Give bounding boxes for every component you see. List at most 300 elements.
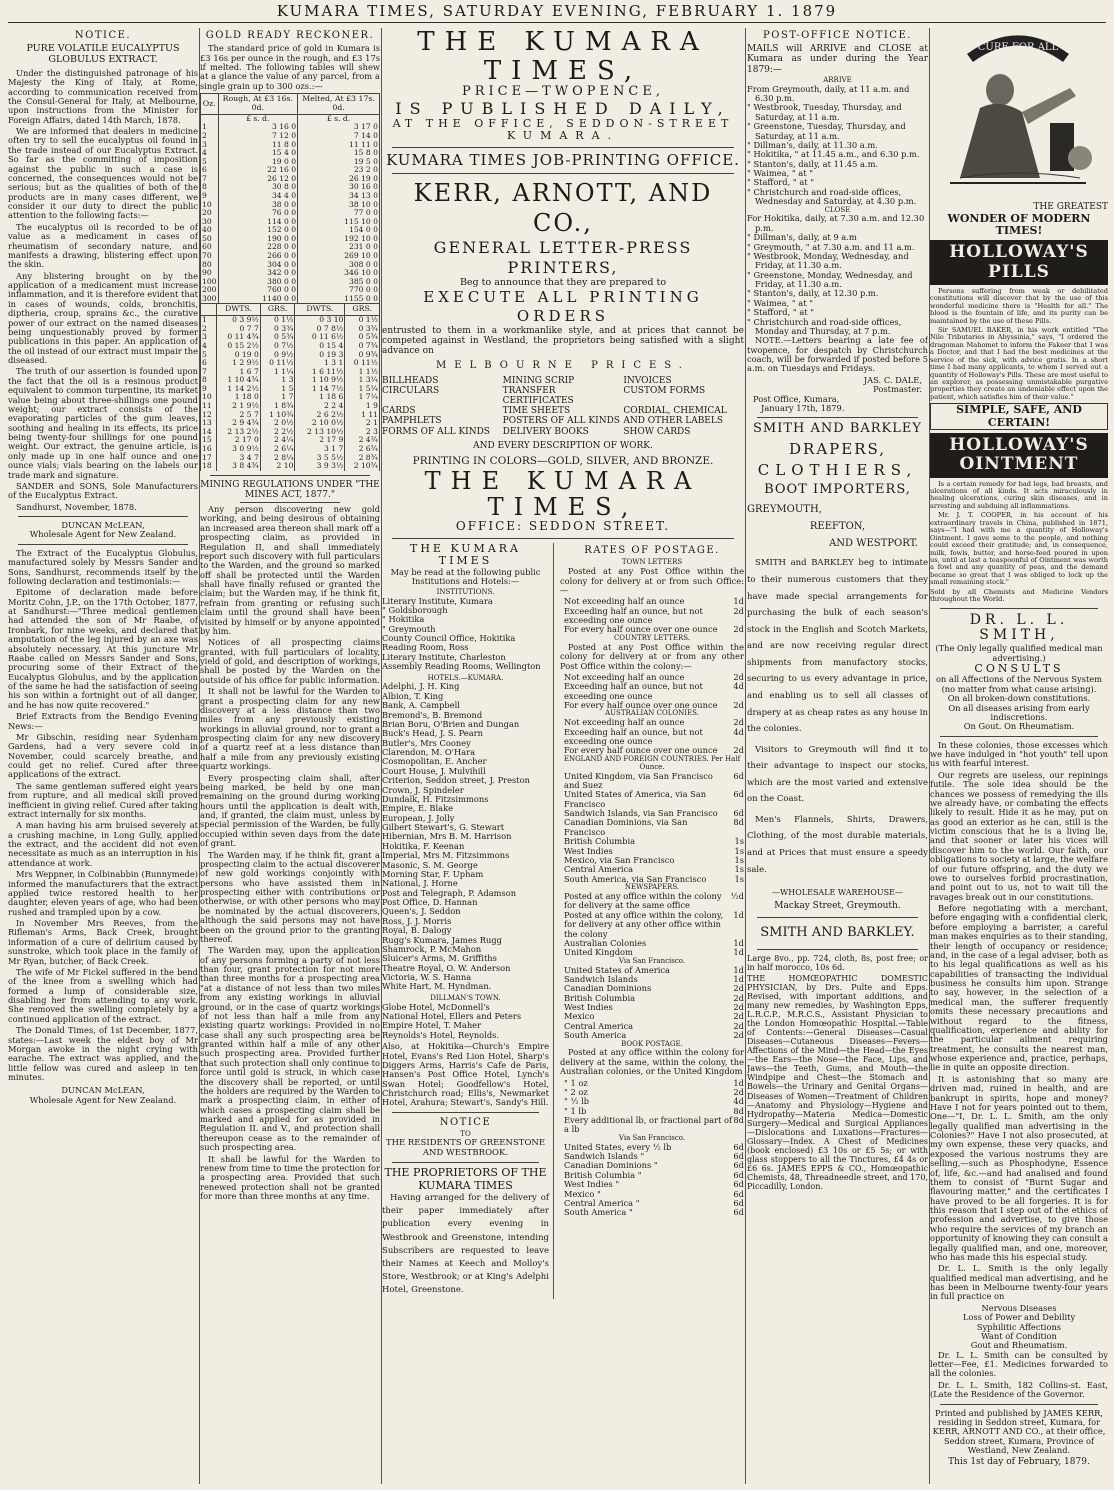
list-item: Court House, J. Mulvihill <box>382 765 486 776</box>
mackay-line: Mackay Street, Greymouth. <box>774 901 901 912</box>
print-item: MINING SCRIP <box>502 375 575 386</box>
also-paragraph: Also, at Hokitika—Church's Empire Hotel, Evans's Red Lion Hotel, Sharp's Diggers Arms, Harris's Cafe de Paris, Hansen's Post Office Hotel, Lynch's Swan Hotel; Goodfellow's Hotel, Christchurch road; Ellis's, Newmarket Hotel, Arahura; Stewart's, Sandy's Hill. <box>382 1041 549 1108</box>
table-cell: 2 9 4¾ <box>217 419 261 428</box>
table-cell: 114 0 0 <box>218 218 298 227</box>
rate-label: " ½ lb <box>564 1096 590 1107</box>
gold-ounce-table <box>200 93 380 303</box>
table-cell: 1 3 <box>260 376 295 385</box>
divider <box>392 538 734 539</box>
table-cell: 2 3 <box>345 428 380 437</box>
rate-value: 1s <box>734 873 744 884</box>
table-cell: 11 11 0 <box>298 141 380 150</box>
print-item: DELIVERY BOOKS <box>502 426 589 437</box>
list-item: European, J. Jolly <box>382 812 455 823</box>
rate-label: West Indies " <box>564 1179 620 1190</box>
table-cell: 100 <box>202 276 217 286</box>
agent-name: DUNCAN McLEAN, <box>61 1085 145 1096</box>
table-cell: 1 5 <box>260 385 295 394</box>
rate-label: For every half ounce over one ounce <box>564 624 718 635</box>
simple-safe-line: SIMPLE, SAFE, AND CERTAIN! <box>930 403 1108 430</box>
list-item: " Stafford, " at " <box>747 177 815 188</box>
list-item: Post and Telegraph, P. Adamson <box>382 887 517 898</box>
table-cell: 11 <box>201 402 217 411</box>
rates-heading: RATES OF POSTAGE. <box>584 545 720 557</box>
table-cell: 22 16 0 <box>218 166 298 175</box>
rate-value: 6d <box>733 1207 744 1218</box>
table-cell: 0 7 8½ <box>295 325 345 334</box>
list-item: Adelphi, J. H. King <box>382 681 460 692</box>
table-cell: 2 10 0½ <box>295 419 345 428</box>
list-item: " Christchurch and road-side offices, Wednesday and Saturday, at 4.30 p.m. <box>747 186 917 207</box>
treatment-item: Nervous Diseases <box>981 1302 1057 1313</box>
melbourne-prices: MELBOURNE PRICES. <box>436 360 690 372</box>
paragraph: Before negotiating with a merchant, before engaging with a confidential clerk, before employing a barrister, a careful man makes enquiries as to their standing, their length of occupancy or residence; and, in the case of a legal adviser, both as to his legal qualifications as well as his capabilities of transacting the individual business he consults him upon. Strange to say, however, in the selection of a medical man, the sufferer frequently omits these necessary precautions and without regard to the fitness, qualification, experience and ability for the particular ailment requiring treatment, he consults the nearest man, whose experience and, practice, perhaps, lie in quite an opposite direction. <box>930 903 1108 1073</box>
paragraph: Under the distinguished patronage of his Majesty the King of Italy, at Rome, according to communication received from the Consul-General for Italy, at Melbourne, upon instructions from the Minister for Foreign Affairs, dated 14th March, 1878. <box>8 67 198 125</box>
divider <box>757 949 918 950</box>
divider <box>240 502 340 503</box>
list-item: White Hart, M. Hyndman. <box>382 981 492 992</box>
rate-value: 6d <box>733 1179 744 1190</box>
rate-value: 2d <box>733 992 744 1003</box>
rate-value: 2d <box>733 700 744 710</box>
divider <box>940 736 1098 737</box>
rates-list <box>564 1079 744 1117</box>
rate-value: 2d <box>733 1086 744 1097</box>
agent-role: Wholesale Agent for New Zealand. <box>29 1094 177 1105</box>
table-cell: 6 <box>201 359 217 368</box>
rate-value: 8d <box>733 1105 744 1116</box>
rate-label: Canadian Dominions, via San Francisco <box>564 817 688 837</box>
table-cell: 5 <box>201 351 217 360</box>
paper-title: THE KUMARA TIMES, <box>417 28 709 86</box>
dillman-list <box>382 1003 549 1041</box>
postmaster-name: JAS. C. DALE, <box>863 374 922 385</box>
paragraph: Any person discovering new gold working, and being desirous of obtaining an increased area thereon shall mark off a prospecting claim, as provided in Regulation II, and shall immediately report such discovery with full particulars to the Warden, and the ground so marked off shall be protected until the Warden shall have finally refused or granted the claim; but the Warden may, if he think fit, refrain from granting or refusing such claim until the ground shall have been visited by himself or by anyone appointed by him. <box>200 504 380 636</box>
table-row <box>201 462 380 471</box>
table-cell: 1 <box>201 316 217 325</box>
table-cell: 2 4¼ <box>260 436 295 445</box>
table-cell: 4 <box>201 149 219 158</box>
eucalyptus-title: PURE VOLATILE EUCALYPTUS GLOBULUS EXTRACT. <box>26 43 180 66</box>
list-item: Rugg's Kumara, James Rugg <box>382 934 502 945</box>
paragraph: It is astonishing that so many are driven mad, ruined in health, and are bankrupt in spirits, hope and money? Have I not for years pointed out to them, One—"I, Dr. L. L. Smith, am the only legally qualified man advertising in the Colonies?" Have I not also prosecuted, at my own expense, these very quacks, and exposed the various nostrums they are selling,—such as Phosphodyne, Essence of, life, &c.—and had analised and found them to consist of "Burnt Sugar and flavouring matter," and the certificates I have proved to be all forgeries. It is for this reason that I step out of the ethics of profession and advertise, to give those who require the services of my branch an opportunity of knowing they can consult a legally qualified man, and one, moreover, who has made this his especial study. <box>930 1073 1108 1262</box>
paragraph: Notices of all prospecting claims granted, with full particulars of locality, yield of gold, and description of workings, shall be posted by the Warden on the outside of his office for public information. <box>200 637 380 685</box>
units-label: £ s. d. <box>298 114 380 123</box>
boot-line: BOOT IMPORTERS, <box>764 481 911 497</box>
paragraph: The Warden may, if he think fit, grant a prospecting claim to the actual discoverer of new gold workings conjointly with persons who have assisted them in prospecting either with contributions or otherwise, or with other persons who may be nominated by the actual discoverers, although the said persons may not have been on the ground prior to the granting thereof. <box>200 849 380 944</box>
table-cell: 0 5¾ <box>260 333 295 342</box>
table-cell: 3 <box>201 333 217 342</box>
table-cell: 0 11½ <box>260 359 295 368</box>
table-cell: 1 1¼ <box>260 368 295 377</box>
list-item: Literary Institute, Kumara <box>382 595 493 606</box>
rate-row <box>564 728 744 747</box>
list-item: Ross, J. J. Morris <box>382 915 452 926</box>
rate-label: Not exceeding half an ounce <box>564 671 685 682</box>
rate-label: British Columbia <box>564 836 636 847</box>
divider <box>940 1404 1098 1405</box>
rate-label: United States of America, via San Francisco <box>564 789 707 809</box>
paragraph: Men's Flannels, Shirts, Drawers, Clothing, of the most durable materials, and at Prices that must ensure a speedy sale. <box>747 814 928 875</box>
paragraph: Epitome of declaration made before Moritz Cohn, J.P., on the 17th October, 1877, at Sandhurst:—"Three medical gentlemen had attended the son of Mr Raabe, of Ironbark, for nine weeks, and declared that amputation of the leg injured by an axe was absolutely necessary. At this juncture Mr Raabe called on Messrs Sander and Sons, procuring some of their Extract of the Eucalyptus Globulus, and by the application of the same he had the satisfaction of seeing his son within a fortnight out of all danger, and he has now quite recovered." <box>8 587 198 710</box>
table-cell: 9 <box>201 385 217 394</box>
table-cell: 1 10 4¾ <box>217 376 261 385</box>
table-cell: 26 19 0 <box>298 175 380 184</box>
paragraph: Dr. L. L. Smith, 182 Collins-st. East, (Late the Residence of the Governor. <box>930 1379 1108 1400</box>
table-cell: 3 8 4¾ <box>217 462 261 471</box>
table-cell: 18 <box>201 462 217 471</box>
rate-label: Sandwich Islands " <box>564 1151 645 1162</box>
rates-list <box>564 772 744 885</box>
table-cell: 6 <box>201 166 219 175</box>
greymouth-line: GREYMOUTH, <box>747 503 822 515</box>
table-cell: 26 12 0 <box>218 175 298 184</box>
institutions-list <box>382 597 549 672</box>
rate-value: 1s <box>734 864 744 875</box>
list-item: Globe Hotel, McDonnell's <box>382 1001 490 1012</box>
table-cell: 50 <box>201 235 219 244</box>
rate-value: 1s <box>734 845 744 856</box>
job-printing-heading: KUMARA TIMES JOB-PRINTING OFFICE. <box>386 150 740 169</box>
list-item: Hibernian, Mrs B. M. Harrison <box>382 831 512 842</box>
table-cell: 760 0 0 <box>218 286 298 295</box>
rate-value: 6d <box>733 1197 744 1208</box>
via-heading: Via San Francisco. <box>618 1133 686 1142</box>
print-item: BILLHEADS <box>382 375 439 386</box>
reading-places <box>382 543 554 1299</box>
notice2-to: TO <box>460 1130 471 1139</box>
rate-value: 2d <box>733 983 744 994</box>
list-item: Morning Star, F. Upham <box>382 868 484 879</box>
table-cell: 0 9½ <box>260 351 295 360</box>
treatment-item: Syphilitic Affections <box>976 1321 1062 1332</box>
table-cell: 38 0 0 <box>218 201 298 210</box>
read-heading: THE KUMARA TIMES <box>410 542 521 568</box>
paragraph: Dr. L. L. Smith can be consulted by letter—Fee, £1. Medicines forwarded to all the colonies. <box>930 1349 1108 1379</box>
rate-label: Canadian Dominions " <box>564 1160 658 1171</box>
post-office-heading: POST-OFFICE NOTICE. <box>763 30 912 41</box>
list-item: County Council Office, Hokitika <box>382 633 516 644</box>
rate-label: Mexico, via San Francisco <box>564 854 675 865</box>
table-cell: 2 10¾ <box>345 462 380 471</box>
gold-heading: GOLD READY RECKONER. <box>205 30 375 41</box>
list-item: Clarendon, M. O'Hara <box>382 747 476 758</box>
rate-label: Mexico <box>564 1011 595 1022</box>
table-cell: 0 11½ <box>345 359 380 368</box>
table-cell: 80 <box>201 261 219 270</box>
table-cell: 40 <box>201 226 219 235</box>
imprint-date: This 1st day of February, 1879. <box>948 1457 1090 1468</box>
table-cell: 70 <box>201 252 219 261</box>
office-line: AT THE OFFICE, SEDDON-STREET <box>392 116 734 130</box>
rate-label: United States of America <box>564 964 670 975</box>
list-item: National Hotel, Ellers and Peters <box>382 1011 522 1022</box>
table-cell: 14 <box>201 428 217 437</box>
paper-title-2: THE KUMARA TIMES, <box>424 466 702 522</box>
rate-value: 6d <box>733 770 744 781</box>
table-cell: 300 <box>202 293 217 303</box>
list-item: Theatre Royal, O. W. Anderson <box>382 962 511 973</box>
col-head-rough: Rough, At £3 16s. 0d. <box>218 94 298 115</box>
list-item: " Dillman's, daily, at 11.30 a.m. <box>747 139 878 150</box>
warehouse-line: —WHOLESALE WAREHOUSE— <box>772 888 903 898</box>
table-cell: 1 18 0 <box>217 393 261 402</box>
announce-line: Beg to announce that they are prepared to <box>459 276 667 288</box>
rate-row <box>564 892 744 911</box>
table-cell: 1 6 7 <box>217 368 261 377</box>
rate-value: 6d <box>733 1160 744 1171</box>
rate-value: 6d <box>733 1151 744 1162</box>
rate-value: 1s <box>734 854 744 865</box>
print-item: SHOW CARDS <box>623 426 691 437</box>
smith-barkley-heading: SMITH AND BARKLEY <box>753 421 922 437</box>
list-item: Dundalk, H. Fitzsimmons <box>382 793 489 804</box>
table-cell: 19 0 0 <box>218 158 298 167</box>
print-item: TIME SHEETS <box>502 406 571 417</box>
rate-value: 2d <box>733 624 744 635</box>
consult-indiscretions: On all diseases arising from early indiscretions. <box>948 702 1090 722</box>
agent-name: DUNCAN McLEAN, <box>61 520 145 531</box>
table-cell: 1 <box>201 123 219 132</box>
table-cell: 0 7 7 <box>217 325 261 334</box>
table-cell: 30 8 0 <box>218 183 298 192</box>
sold-line: Sold by all Chemists and Medicine Vendors throughout the World. <box>930 587 1108 604</box>
table-cell: 1 7¼ <box>345 393 380 402</box>
table-cell: 1 10¾ <box>260 411 295 420</box>
list-item: Imperial, Mrs M. Fitzsimmons <box>382 850 510 861</box>
holloways-ointment-banner: HOLLOWAY'S OINTMENT <box>930 433 1108 477</box>
paragraph: Visitors to Greymouth will find it to their advantage to inspect our stocks, which are the most varied and extensive on the Coast. <box>747 744 928 805</box>
rate-label: West Indies <box>564 1002 613 1013</box>
consult-nervous: on all Affections of the Nervous System (no matter from what cause arising). <box>935 674 1103 694</box>
rate-label: South America <box>564 1030 627 1041</box>
only-qualified: (The Only legally qualified medical man advertising.) <box>935 643 1103 663</box>
paragraph: The Donald Times, of 1st December, 1877, states:—Last week the eldest boy of Mr Morgan awoke in the night crying with earache. The extract was applied, and the little fellow was cured and asleep in ten minutes. <box>8 1025 198 1083</box>
list-item: Crown, J. Spindeler <box>382 784 464 795</box>
table-cell: 3 9 3½ <box>295 462 345 471</box>
table-cell: 3 16 0 <box>218 123 298 132</box>
australian-heading: AUSTRALIAN COLONIES. <box>605 709 699 718</box>
proprietors-line: THE PROPRIETORS OF THE KUMARA TIMES <box>384 1166 547 1192</box>
col-head-dwts: DWTS. <box>217 304 261 316</box>
table-cell: 2 5 7 <box>217 411 261 420</box>
divider <box>392 1162 539 1163</box>
list-item: Reading Room, Ross <box>382 642 469 653</box>
rate-value: 1d <box>733 947 744 958</box>
rate-label: South America, via San Francisco <box>564 873 707 884</box>
table-cell: 2 8¾ <box>345 454 380 463</box>
table-cell: 346 10 0 <box>298 269 380 278</box>
rate-value: 4d <box>733 1096 744 1107</box>
list-item: National, J. Horne <box>382 878 458 889</box>
paragraph: In these colonies, those excesses which we have indulged in "hot youth" tell upon us with fearful interest. <box>930 739 1108 769</box>
table-cell: 2 2½ <box>260 428 295 437</box>
paragraph: Our regrets are useless, our repinings futile. The sole idea should be the chances we possess of remedying the ills we already have, or combating the effects likely to result. Hide it as he may, put on as good an exterior as he can, still is the victim conscious that he is a living lie, and that sooner or later his vices will discover him to the world. Our faith, our obligations to society at large, the welfare of our future offspring, and the duty we owe to ourselves forbid procrastination, and point out to us, not to wait till the ravages break out in our constitutions. <box>930 769 1108 902</box>
list-item: " Greenstone, Tuesday, Thursday, and Saturday, at 11 a.m. <box>747 121 906 141</box>
list-item: " Waimea, " at " <box>747 297 814 308</box>
rates-list <box>564 966 744 1041</box>
rate-label: For every half ounce over one ounce <box>564 745 718 756</box>
rate-value: 2d <box>733 671 744 682</box>
country-heading: COUNTRY LETTERS. <box>613 633 691 642</box>
table-cell: 3 <box>201 141 219 150</box>
table-cell: 2 17 9 <box>295 436 345 445</box>
paragraph: Mrs Weppner, in Colbinabbin (Runnymede) informed the manufacturers that the extract applied twice restored health to her daughter, eleven years of age, who had been rushed and trampled upon by a cow. <box>8 869 198 917</box>
via-heading: Via San Francisco. <box>618 956 686 965</box>
rate-label: Not exceeding half an ounce <box>564 717 685 728</box>
list-item: Butler's, Mrs Cooney <box>382 737 471 748</box>
table-cell: 17 <box>201 454 217 463</box>
rate-value: ½d <box>730 891 744 901</box>
list-item: " Westbrook, Tuesday, Thursday, and Saturday, at 11 a.m. <box>747 102 902 122</box>
table-cell: 342 0 0 <box>218 269 298 278</box>
table-cell: 0 19 3 <box>295 351 345 360</box>
baker-testimonial: Sir SAMUEL BAKER, in his work entitled "The Nile Tributaries in Abyssinia," says, "I ordered the dragoman Mahomet to inform the Fakeer that I was a Doctor, and that I had the best medicines at the service of the sick, with advice gratis. In a short time I had many applicants, to whom I served out a quantity of Holloway's Pills. These are most useful to an explorer, as possessing unmistakable purgative properties they create an undeniable effect upon the patient, which satisfies him of their value." <box>930 325 1108 401</box>
paragraph: In November Mrs Reeves, from the Rifleman's Arms, Back Creek, brought information of a cure of delirium caused by sunstroke, which took place in the family of Mr Ryan, butcher, of Back Creek. <box>8 918 198 966</box>
rates-list <box>564 1143 744 1218</box>
rate-label: Every additional lb, or fractional part of a lb <box>564 1115 733 1135</box>
table-cell: 3 17 0 <box>298 123 380 132</box>
table-cell: 1140 0 0 <box>218 295 298 304</box>
list-item: Buck's Head, J. S. Pearn <box>382 728 483 739</box>
table-cell: 3 5 5½ <box>295 454 345 463</box>
gold-intro: The standard price of gold in Kumara is £3 16s per ounce in the rough, and £3 17s if melted. The following tables will shew at a glance the value of any parcel, from a single grain up to 300 ozs.:— <box>200 43 380 91</box>
rate-label: " 1 oz <box>564 1077 588 1088</box>
table-cell: 0 11 6½ <box>295 333 345 342</box>
paragraph: Mr Gibschin, residing near Sydenham Gardens, had a very severe cold in November, could scarcely breathe, and could get no relief. Cured after three applications of the extract. <box>8 731 198 780</box>
column-post-office <box>747 28 928 1484</box>
rates-list <box>564 892 744 958</box>
paragraph: Any blistering brought on by the application of a medicament must increase inflammation, and it is therefore evident that in cases of wounds, colds, bronchitis, diptheria, croup, sprains &c., the curative power of our extract on the named diseases being unquestionably proved by former publications in this paper. An application of the oil instead of our extract must impair the diseased. <box>8 270 198 366</box>
price-line: PRICE—TWOPENCE, <box>462 84 664 100</box>
print-item: CIRCULARS <box>382 385 440 396</box>
rate-row <box>564 1079 744 1088</box>
table-cell: 11 8 0 <box>218 141 298 150</box>
rate-value: 2d <box>733 745 744 756</box>
imprint: Printed and published by JAMES KERR, residing in Seddon street, Kumara, for KERR, ARNOTT AND CO., at their office, Seddon street, Kumara, Province of Westland, New Zealand. <box>932 1407 1106 1456</box>
reefton-line: REEFTON, <box>809 520 866 532</box>
rate-value: 1d <box>733 1077 744 1088</box>
rate-label: United Kingdom <box>564 947 633 958</box>
table-cell: 2 4¾ <box>345 436 380 445</box>
print-item: CUSTOM FORMS <box>623 385 706 396</box>
gold-dwt-table <box>200 303 380 470</box>
table-cell: 10 <box>201 201 219 210</box>
table-cell: 0 15 4 <box>295 342 345 351</box>
paragraph: A man having his arm bruised severely at a crushing machine, in Long Gully, applied the extract, and the accident did not even necessitate as much as an interruption in his attendance at work. <box>8 820 198 868</box>
arrive-heading: ARRIVE <box>823 75 852 84</box>
table-cell: 90 <box>201 269 219 278</box>
list-item: Hokitika, F. Keenan <box>382 840 465 851</box>
table-cell: 1155 0 0 <box>298 295 380 304</box>
paragraph: Brief Extracts from the Bendigo Evening News:— <box>8 711 198 731</box>
postmaster-title: Postmaster. <box>873 384 922 395</box>
table-cell: 0 3 9½ <box>217 316 261 325</box>
print-item: PAMPHLETS <box>382 416 442 427</box>
table-cell: 2 17 0 <box>217 436 261 445</box>
table-cell: 3 0 9½ <box>217 445 261 454</box>
newspapers-heading: NEWSPAPERS. <box>624 883 680 892</box>
consult-gout: On Gout. On Rheumatism. <box>963 721 1075 732</box>
table-cell: 0 9¾ <box>345 351 380 360</box>
hotels-heading: HOTELS.—KUMARA. <box>427 673 504 682</box>
print-item: INVOICES <box>623 375 672 386</box>
notice2-heading: NOTICE <box>439 1116 492 1128</box>
rate-value: 2d <box>733 1002 744 1013</box>
table-cell: 8 <box>201 376 217 385</box>
paragraph: It shall be lawful for the Warden to renew from time to time the protection for a prospecting area. Provided that such renewed protection shall not be granted for more than three months at any time. <box>200 1153 380 1201</box>
paragraph: The wife of Mr Fickel suffered in the bend of the knee from a swelling which had formed a lump of considerable size, disabling her from attending to any work. She removed the swelling completely by a continued application of the extract. <box>8 966 198 1024</box>
table-cell: 7 14 0 <box>298 132 380 141</box>
list-item: Assembly Reading Rooms, Wellington <box>382 661 541 672</box>
rates-list <box>564 597 744 635</box>
table-cell: 60 <box>201 243 219 252</box>
rate-value: 2d <box>733 1030 744 1041</box>
table-cell: 0 15 2½ <box>217 342 261 351</box>
table-cell: 15 4 0 <box>218 149 298 158</box>
rate-label: Sandwich Islands <box>564 973 638 984</box>
list-item: " Greymouth, " at 7.30 a.m. and 11 a.m. <box>747 241 915 252</box>
paragraph: SMITH and BARKLEY beg to intimate to their numerous customers that they have made special arrangements for purchasing the bulk of each season's stock in the English and Scotch Markets, and are now receiving regular direct shipments from manufactory stocks, securing to us every advantage in price, and enabling us to sell all classes of drapery at as cheap rates as any house in the colonies. <box>747 558 928 735</box>
table-cell: 152 0 0 <box>218 226 298 235</box>
col-head-melted: Melted, At £3 17s. 0d. <box>298 94 380 115</box>
table-cell: 15 <box>201 436 217 445</box>
westport-line: AND WESTPORT. <box>829 538 918 550</box>
rate-value: 6d <box>733 789 744 800</box>
table-cell: 34 4 0 <box>218 192 298 201</box>
table-cell: 7 <box>201 368 217 377</box>
list-item: Masonic, S. M. George <box>382 859 478 870</box>
rate-label: Posted at any office within the colony, for delivery at any other office within the colony <box>564 909 724 939</box>
signature-date: Sandhurst, November, 1878. <box>16 501 137 512</box>
treatment-item: Loss of Power and Debility <box>962 1312 1076 1323</box>
list-item: From Greymouth, daily, at 11 a.m. and 6.30 p.m. <box>747 83 910 104</box>
divider <box>940 608 1098 609</box>
list-item: For Hokitika, daily, at 7.30 a.m. and 12.30 p.m. <box>747 213 925 233</box>
list-item: " Stafford, " at " <box>747 307 815 318</box>
rate-label: West Indies <box>564 845 613 856</box>
rate-label: " 1 lb <box>564 1105 587 1116</box>
list-item: Brian Boru, O'Brien and Dungan <box>382 718 520 729</box>
rate-label: Not exceeding half an ounce <box>564 596 685 607</box>
table-cell: 770 0 0 <box>298 286 380 295</box>
table-cell: 7 12 0 <box>218 132 298 141</box>
masthead-rule <box>8 22 1106 23</box>
table-cell: 200 <box>202 285 217 295</box>
rate-row <box>564 1208 744 1217</box>
rate-value: 1s <box>734 836 744 847</box>
table-cell: 1 1½ <box>345 368 380 377</box>
rate-label: Australian Colonies <box>564 937 647 948</box>
table-cell: 0 3¾ <box>345 325 380 334</box>
mining-heading: MINING REGULATIONS UNDER "THE MINES ACT, 1877." <box>200 479 380 500</box>
postage-rates <box>560 543 744 1299</box>
rate-label: Central America <box>564 1020 634 1031</box>
pills-text: Persons suffering from weak or debilitated constitutions will discover that by the use of this wonderful medicine there is "Health for all." The blood is the fountain of life, and its purity can be maintained by the use of these Pills. <box>930 286 1108 325</box>
rate-value: 4d <box>733 681 744 692</box>
list-item: Empire Hotel, T. Maher <box>382 1020 482 1031</box>
book-note: Posted at any office within the colony for delivery at the same, within the colony, the Australian colonies, or the United Kingdom <box>560 1047 744 1077</box>
divider <box>392 1112 539 1113</box>
table-cell: 1 10 9½ <box>295 376 345 385</box>
table-cell: 1 6 11½ <box>295 368 345 377</box>
col-head-grs: GRS. <box>345 304 380 316</box>
divider <box>18 544 188 545</box>
table-cell: 2 0½ <box>260 419 295 428</box>
list-item: Victoria, W. S. Hanna <box>382 972 472 983</box>
table-cell: 2 <box>201 325 217 334</box>
paragraph: The Extract of the Eucalyptus Globulus, manufactured solely by Messrs Sander and Sons, Sandhurst, recommends itself by the following declaration and testimonials:— <box>8 547 198 586</box>
